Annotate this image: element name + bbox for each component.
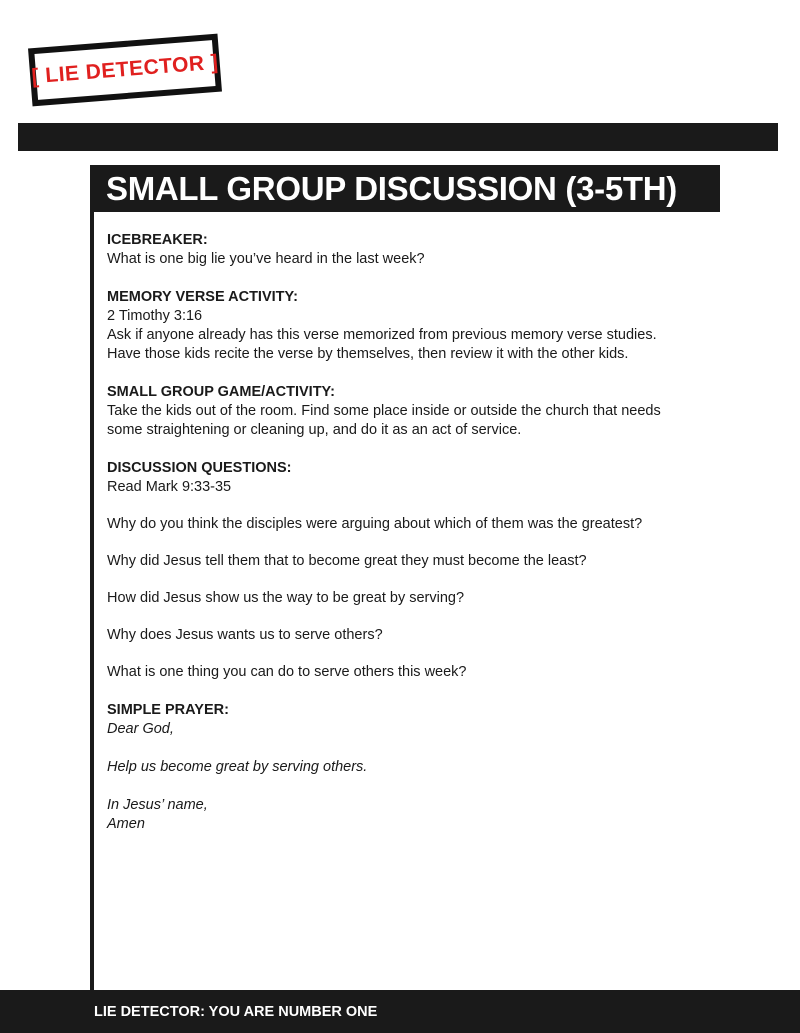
icebreaker-heading: ICEBREAKER:: [107, 232, 208, 248]
discussion-question: Why do you think the disciples were arguing about which of them was the greatest?: [107, 516, 643, 532]
prayer-line: Dear God,: [107, 721, 174, 737]
footer-bar: [0, 990, 800, 1033]
discussion-intro: Read Mark 9:33-35: [107, 479, 232, 495]
left-rule-divider: [90, 165, 94, 993]
game-text: Take the kids out of the room. Find some place inside or outside the church that needs: [107, 403, 661, 419]
memory-verse-section: [107, 288, 757, 364]
discussion-section: [107, 459, 757, 682]
discussion-question: Why does Jesus wants us to serve others?: [107, 627, 383, 643]
icebreaker-text: What is one big lie you’ve heard in the last week?: [107, 251, 425, 267]
discussion-heading: DISCUSSION QUESTIONS:: [107, 460, 292, 476]
discussion-question: Why did Jesus tell them that to become great they must become the least?: [107, 553, 587, 569]
discussion-question: What is one thing you can do to serve others this week?: [107, 664, 467, 680]
game-text: some straightening or cleaning up, and do it as an act of service.: [107, 422, 522, 438]
prayer-line: Help us become great by serving others.: [107, 759, 368, 775]
prayer-line: In Jesus’ name,: [107, 797, 208, 813]
logo-text: [ LIE DETECTOR ]: [30, 50, 220, 89]
content-area: [107, 231, 757, 853]
prayer-line: Amen: [107, 816, 145, 832]
memory-verse-heading: MEMORY VERSE ACTIVITY:: [107, 289, 298, 305]
memory-verse-reference: 2 Timothy 3:16: [107, 308, 203, 324]
game-heading: SMALL GROUP GAME/ACTIVITY:: [107, 384, 335, 400]
prayer-section: [107, 701, 757, 834]
icebreaker-section: [107, 231, 757, 269]
lie-detector-logo: [28, 34, 222, 107]
page-title: SMALL GROUP DISCUSSION (3-5TH): [106, 169, 677, 207]
discussion-question: How did Jesus show us the way to be great by serving?: [107, 590, 465, 606]
title-bar: [90, 165, 720, 212]
footer-text: LIE DETECTOR: YOU ARE NUMBER ONE: [94, 1003, 378, 1020]
header-bar: [18, 123, 778, 151]
memory-verse-text: Ask if anyone already has this verse memorized from previous memory verse studies.: [107, 327, 657, 343]
prayer-heading: SIMPLE PRAYER:: [107, 702, 229, 718]
memory-verse-text: Have those kids recite the verse by themselves, then review it with the other kids.: [107, 346, 629, 362]
game-section: [107, 383, 757, 440]
